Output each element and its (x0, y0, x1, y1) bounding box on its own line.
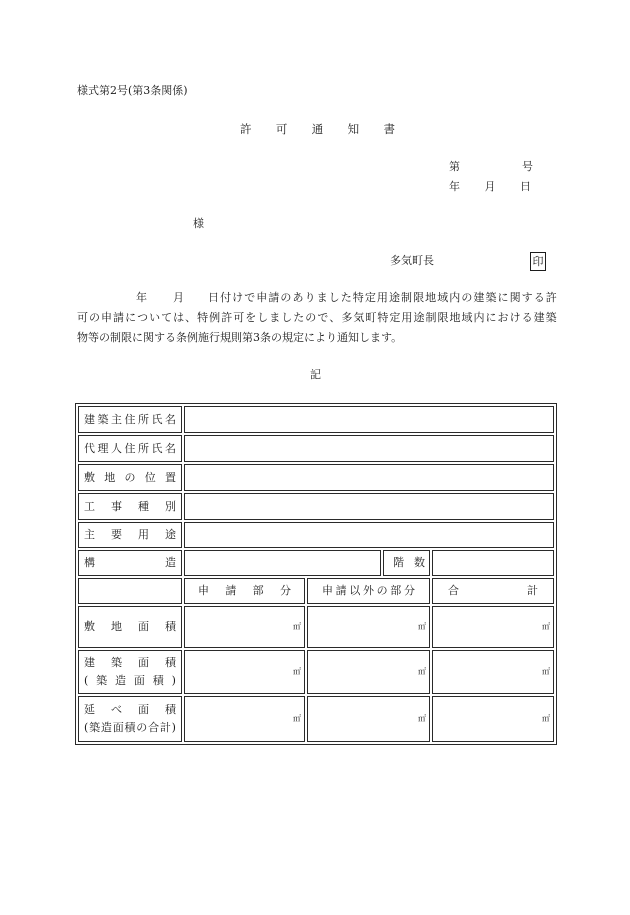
owner-address-name-value (184, 406, 554, 433)
building-area-applied-cell (184, 650, 305, 694)
total-floor-area-applied-cell (184, 696, 305, 742)
floors-value (432, 550, 554, 576)
site-area-other-cell (307, 606, 430, 648)
unit-label: ㎡ (293, 622, 301, 631)
label-cell (78, 435, 182, 462)
total-floor-area-other-cell (307, 696, 430, 742)
main-use-label: 主 要 用 途 (84, 528, 176, 541)
label-cell (78, 406, 182, 433)
table-row (78, 606, 554, 648)
label-cell (78, 493, 182, 520)
main-use-value (184, 522, 554, 548)
applied-portion-header: 申 請 部 分 (198, 584, 291, 597)
issuer-name: 多気町長 (390, 254, 434, 267)
body-text-line-2: 可 の 申 請 に つ い て は 、 特 例 許 可 を し ま し た の で 、 多 気 町 特 定 用 途 制 限 地 域 内 に お け る 建 築 (77, 311, 557, 324)
label-cell (383, 550, 430, 576)
document-number-prefix: 第 (449, 160, 460, 173)
addressee-honorific: 様 (193, 217, 204, 230)
table-row (78, 696, 554, 742)
corner-cell (78, 578, 182, 604)
owner-address-name-label: 建 築 主 住 所 氏 名 (84, 412, 176, 426)
body-text-line-3: 物等の制限に関する条例施行規則第3条の規定により通知します。 (77, 331, 403, 344)
structure-label: 構 造 (84, 556, 176, 569)
unit-label: ㎡ (418, 667, 426, 676)
table-row (78, 464, 554, 491)
label-cell (78, 650, 182, 694)
label-cell (78, 550, 182, 576)
floors-label: 階 数 (393, 556, 425, 569)
document-number (449, 160, 533, 174)
document-number-suffix: 号 (522, 160, 533, 173)
site-area-label: 敷 地 面 積 (84, 620, 176, 633)
total-header: 合 計 (448, 584, 538, 597)
agent-address-name-value (184, 435, 554, 462)
building-area-total-cell (432, 650, 554, 694)
label-cell (78, 696, 182, 742)
construction-type-value (184, 493, 554, 520)
table-row (78, 406, 554, 433)
date-month-label: 月 (484, 180, 496, 193)
total-floor-area-total-cell (432, 696, 554, 742)
site-area-total-cell (432, 606, 554, 648)
site-location-value (184, 464, 554, 491)
label-cell (78, 522, 182, 548)
table-row (78, 493, 554, 520)
body-year-label: 年 (136, 291, 147, 304)
date-day-label: 日 (520, 180, 531, 193)
ki-heading: 記 (310, 368, 321, 381)
date-year-label: 年 (449, 180, 460, 193)
construction-type-label: 工 事 種 別 (84, 499, 176, 513)
seal-mark: 印 (530, 252, 546, 271)
unit-label: ㎡ (542, 714, 550, 723)
label-cell (78, 464, 182, 491)
other-portion-header: 申 請 以 外 の 部 分 (322, 584, 415, 597)
unit-label: ㎡ (542, 667, 550, 676)
unit-label: ㎡ (418, 622, 426, 631)
unit-label: ㎡ (542, 622, 550, 631)
table-row (78, 435, 554, 462)
header-cell (432, 578, 554, 604)
total-floor-area-label: 延 べ 面 積 (84, 703, 176, 716)
agent-address-name-label: 代 理 人 住 所 氏 名 (84, 441, 176, 455)
label-cell (78, 606, 182, 648)
total-floor-area-sublabel: ( 築 造 面 積 の 合 計 ) (84, 721, 176, 734)
building-area-sublabel: ( 築 造 面 積 ) (84, 674, 176, 687)
building-area-other-cell (307, 650, 430, 694)
building-area-label: 建 築 面 積 (84, 656, 176, 669)
form-number-label: 様式第2号(第3条関係) (77, 84, 188, 97)
table-header-row (78, 578, 554, 604)
body-month-label: 月 (173, 291, 184, 304)
site-area-applied-cell (184, 606, 305, 648)
unit-label: ㎡ (293, 714, 301, 723)
site-location-label: 敷 地 の 位 置 (84, 470, 176, 484)
header-cell (307, 578, 430, 604)
unit-label: ㎡ (293, 667, 301, 676)
table-row (78, 550, 554, 576)
body-text-line-1: 日 付 け で 申 請 の あ り ま し た 特 定 用 途 制 限 地 域 内 の 建 築 に 関 す る 許 (208, 291, 557, 304)
structure-value (184, 550, 381, 576)
details-table (75, 403, 557, 745)
document-title: 許 可 通 知 書 (240, 122, 395, 136)
issue-date (449, 180, 531, 194)
table-row (78, 650, 554, 694)
header-cell (184, 578, 305, 604)
unit-label: ㎡ (418, 714, 426, 723)
table-row (78, 522, 554, 548)
